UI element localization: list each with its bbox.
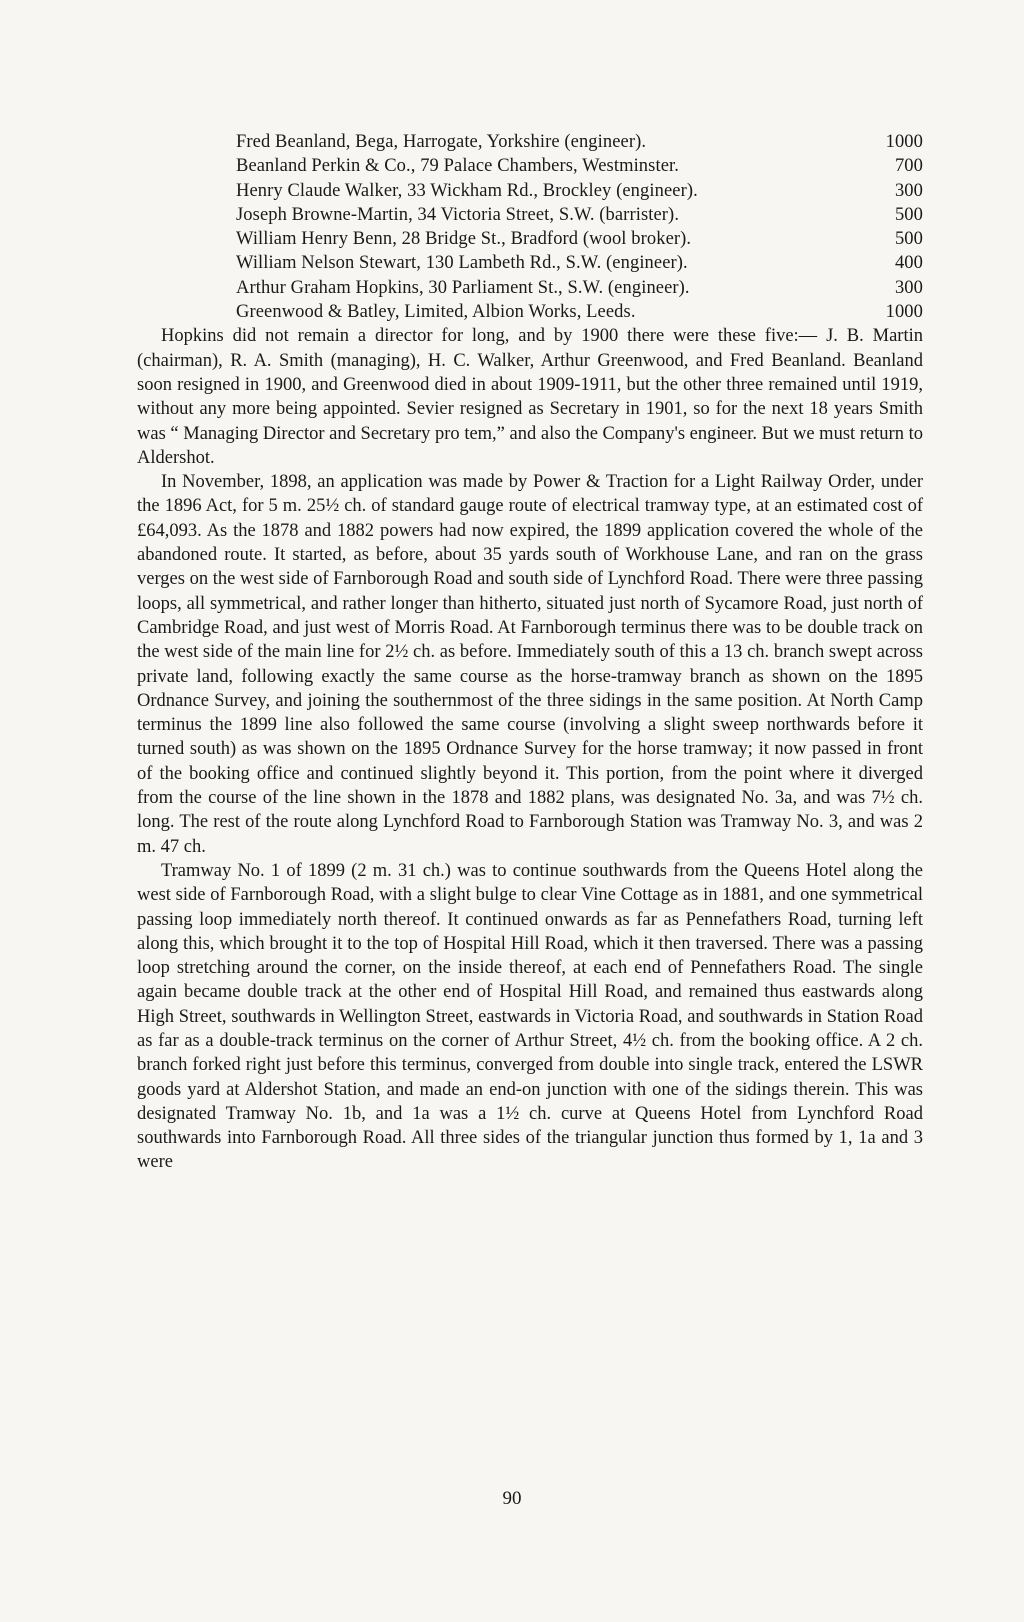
shareholder-entry xyxy=(236,203,923,227)
paragraph-directors: Hopkins did not remain a director for long, and by 1900 there were these five:— J. B. Martin (chairman), R. A. Smith (managing), H. C. Walker, Arthur Greenwood, and Fred Beanland. Beanland soon resigned in 1900, and Greenwood died in about 1909-1911, but the other three remained until 1919, without any more being appointed. Sevier resigned as Secretary in 1901, so for the next 18 years Smith was “ Managing Director and Secretary pro tem,” and also the Company's engineer. But we must return to Aldershot. xyxy=(137,326,923,468)
page-body xyxy=(137,130,923,1175)
shareholder-name: Fred Beanland, Bega, Harrogate, Yorkshire (engineer). xyxy=(236,132,647,152)
paragraph-tramway-no-1: Tramway No. 1 of 1899 (2 m. 31 ch.) was to continue southwards from the Queens Hotel along the west side of Farnborough Road, with a slight bulge to clear Vine Cottage as in 1881, and one symmetrical passing loop immediately north thereof. It continued onwards as far as Pennefathers Road, turning left along this, which brought it to the top of Hospital Hill Road, which it then traversed. There was a passing loop stretching around the corner, on the inside thereof, at each end of Pennefathers Road. The single again became double track at the other end of Hospital Hill Road, and remained thus eastwards along High Street, southwards in Wellington Street, eastwards in Victoria Road, and southwards in Station Road as far as a double-track terminus on the corner of Arthur Street, 4½ ch. from the booking office. A 2 ch. branch forked right just before this terminus, converged from double into single track, entered the LSWR goods yard at Aldershot Station, and made an end-on junction with one of the sidings therein. This was designated Tramway No. 1b, and 1a was a 1½ ch. curve at Queens Hotel from Lynchford Road southwards into Farnborough Road. All three sides of the triangular junction thus formed by 1, 1a and 3 were xyxy=(137,860,923,1173)
shareholder-entry xyxy=(236,251,923,275)
shareholder-list xyxy=(236,130,923,324)
shareholder-name: Beanland Perkin & Co., 79 Palace Chambers, Westminster. xyxy=(236,156,679,177)
shareholder-entry xyxy=(236,300,923,324)
share-amount: 700 xyxy=(894,156,923,177)
share-amount: 300 xyxy=(894,277,923,298)
share-amount: 500 xyxy=(894,204,923,225)
shareholder-name: William Nelson Stewart, 130 Lambeth Rd., S.W. (engineer). xyxy=(236,253,688,274)
share-amount: 400 xyxy=(894,253,923,274)
shareholder-name: William Henry Benn, 28 Bridge St., Bradford (wool broker). xyxy=(236,229,692,250)
share-amount: 1000 xyxy=(885,302,923,323)
shareholder-name: Arthur Graham Hopkins, 30 Parliament St., S.W. (engineer). xyxy=(236,277,690,298)
paragraph-light-railway-order: In November, 1898, an application was made by Power & Traction for a Light Railway Order, under the 1896 Act, for 5 m. 25½ ch. of standard gauge route of electrical tramway type, at an estimated cost of £64,093. As the 1878 and 1882 powers had now expired, the 1899 application covered the whole of the abandoned route. It started, as before, about 35 yards south of Workhouse Lane, and ran on the grass verges on the west side of Farnborough Road and south side of Lynchford Road. There were three passing loops, all symmetrical, and rather longer than hitherto, situated just north of Sycamore Road, just north of Cambridge Road, and just west of Morris Road. At Farnborough terminus there was to be double track on the west side of the main line for 2½ ch. as before. Immediately south of this a 13 ch. branch swept across private land, following exactly the same course as the horse-tramway branch as shown on the 1895 Ordnance Survey, and joining the southernmost of the three sidings in the same position. At North Camp terminus the 1899 line also followed the same course (involving a slight sweep northwards before it turned south) as was shown on the 1895 Ordnance Survey for the horse tramway; it now passed in front of the booking office and continued slightly beyond it. This portion, from the point where it diverged from the course of the line shown in the 1878 and 1882 plans, was designated No. 3a, and was 7½ ch. long. The rest of the route along Lynchford Road to Farnborough Station was Tramway No. 3, and was 2 m. 47 ch. xyxy=(137,472,923,857)
shareholder-name: Joseph Browne-Martin, 34 Victoria Street, S.W. (barrister). xyxy=(236,204,680,225)
share-amount: 300 xyxy=(894,180,923,201)
shareholder-name: Greenwood & Batley, Limited, Albion Works, Leeds. xyxy=(236,302,636,323)
shareholder-name: Henry Claude Walker, 33 Wickham Rd., Brockley (engineer). xyxy=(236,180,698,201)
shareholder-entry xyxy=(236,179,923,203)
shareholder-entry xyxy=(236,227,923,251)
share-amount: 500 xyxy=(894,229,923,250)
shareholder-entry xyxy=(236,276,923,300)
share-amount: 1000 xyxy=(885,132,923,152)
shareholder-entry xyxy=(236,154,923,178)
shareholder-entry xyxy=(236,130,923,154)
page-number: 90 xyxy=(502,1488,522,1509)
